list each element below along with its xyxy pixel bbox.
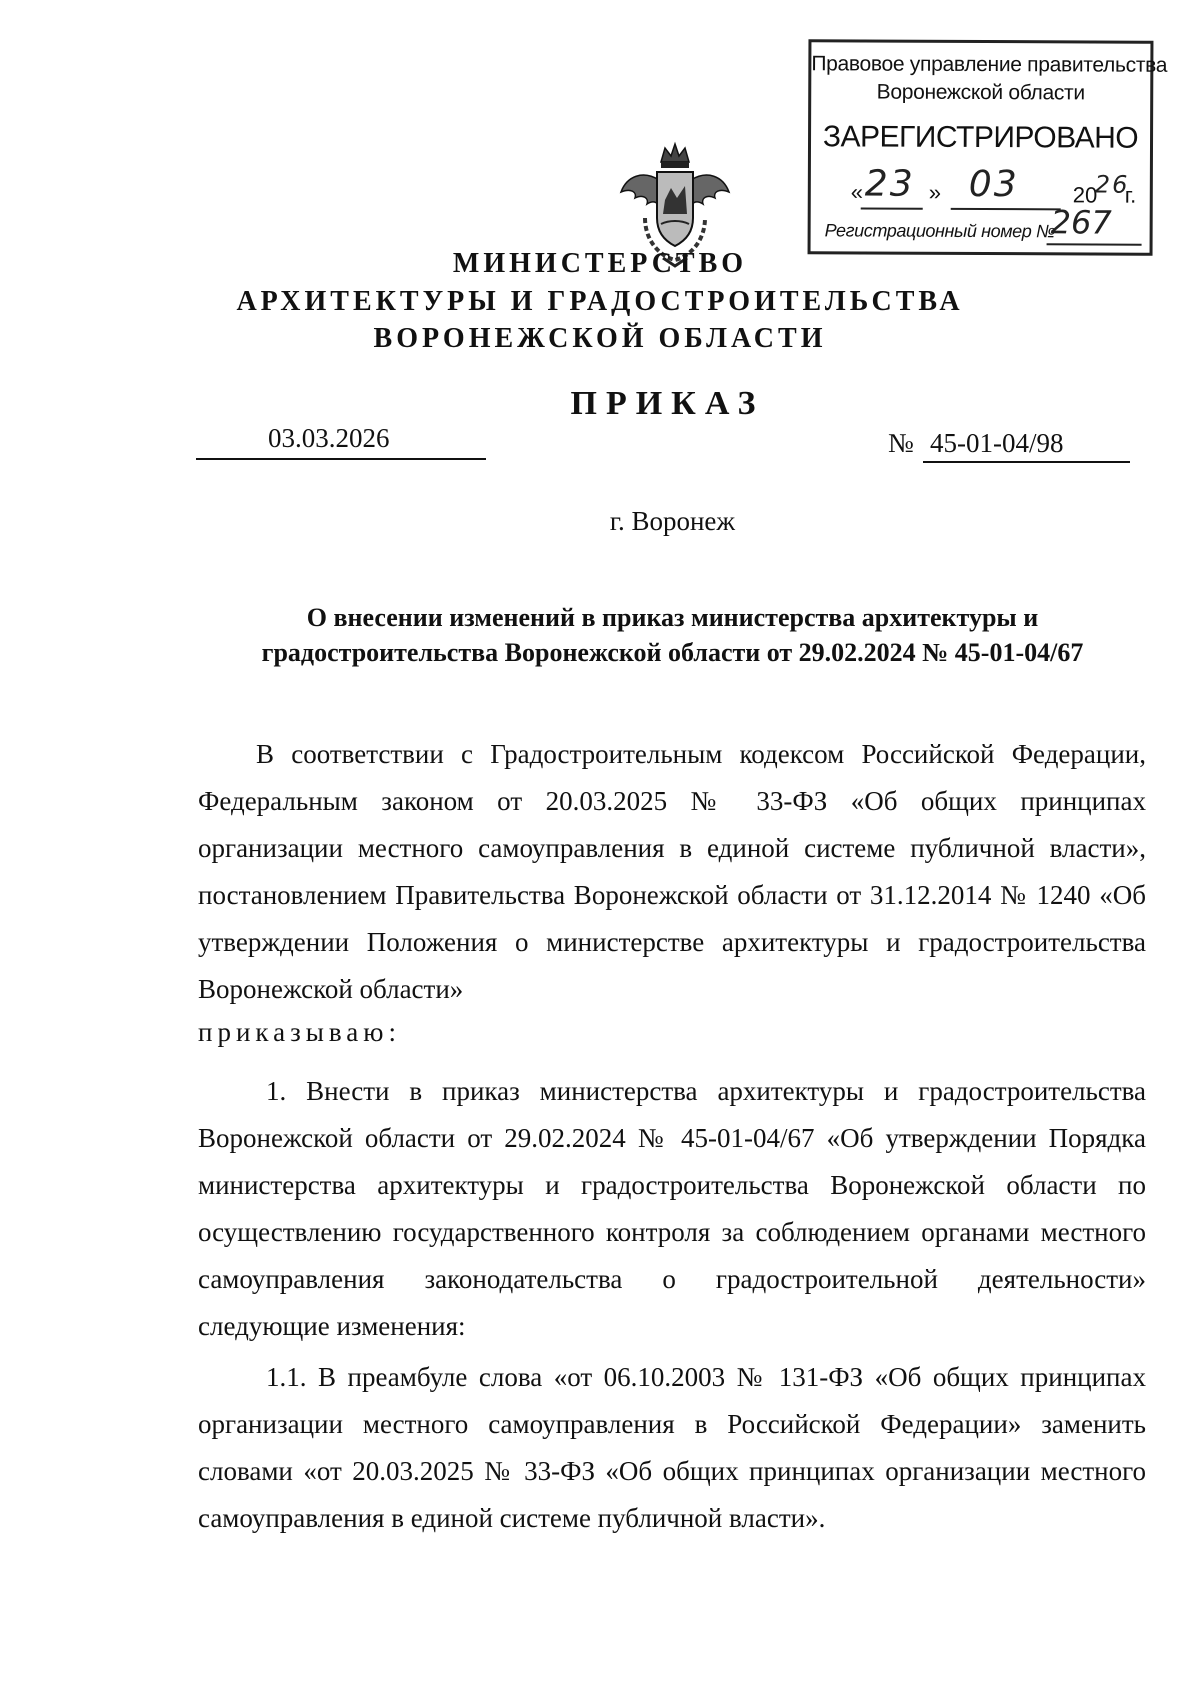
stamp-org-line1: Правовое управление правительства [811,52,1168,77]
number-underline [923,461,1130,463]
item-1-paragraph: 1. Внести в приказ министерства архитектуры и градостроительства Воронежской области от 29.02.2024 № 45-01-04/67 «Об утверждении Порядка министерства архитектуры и градостроительства Воронежской области по осуществлению государственного контроля за соблюдением органами местного самоуправления законодательства о градостроительной деятельности» следующие изменения: [198,1076,1146,1341]
stamp-reg-number: 267 [1050,203,1112,242]
document-number: 45-01-04/98 [930,428,1064,458]
stamp-month: 03 [968,163,1019,206]
document-type: ПРИКАЗ [570,385,765,422]
number-sign: № [888,428,914,458]
stamp-year-suffix: г. [1124,182,1137,208]
stamp-day-line [861,207,923,209]
stamp-registration [824,203,1145,247]
preamble-paragraph: В соответствии с Градостроительным кодексом Российской Федерации, Федеральным законом от 20.03.2025 № 33-ФЗ «Об общих принципах организации местного самоуправления в единой системе публичной власти», постановлением Правительства Воронежской области от 31.12.2014 № 1240 «Об утверждении Положения о министерстве архитектуры и градостроительства Воронежской области» [198,739,1146,1004]
item-1-1-paragraph: 1.1. В преамбуле слова «от 06.10.2003 № 131-ФЗ «Об общих принципах организации местного самоуправления в Российской Федерации» заменить словами «от 20.03.2025 № 33-ФЗ «Об общих принципах организации местного самоуправления в единой системе публичной власти». [198,1362,1146,1533]
document-city: г. Воронеж [609,506,736,536]
stamp-organization [811,50,1168,107]
stamp-reg-label: Регистрационный номер № [824,220,1056,242]
document-subject: О внесении изменений в приказ министерства архитектуры и градостроительства Воронежской области от 29.02.2024 № 45-01-04/67 [261,603,1084,667]
date-underline [196,458,486,460]
ministry-name-line2: АРХИТЕКТУРЫ И ГРАДОСТРОИТЕЛЬСТВА [236,286,964,317]
stamp-quote-open: « [850,179,864,205]
stamp-org-line2: Воронежской области [876,80,1085,105]
document-date: 03.03.2026 [268,423,390,453]
stamp-day: 23 [864,163,915,205]
order-word: приказываю: [198,1017,401,1047]
stamp-year-hand: 26 [1094,170,1130,199]
stamp-year-prefix: 20 [1072,182,1098,208]
registration-stamp [808,39,1168,256]
ministry-name-line1: МИНИСТЕРСТВО [452,248,748,279]
stamp-quote-close: » [928,179,942,205]
stamp-date [850,163,1141,208]
ministry-name-line3: ВОРОНЕЖСКОЙ ОБЛАСТИ [373,323,827,354]
stamp-title: ЗАРЕГИСТРИРОВАНО [822,120,1139,155]
